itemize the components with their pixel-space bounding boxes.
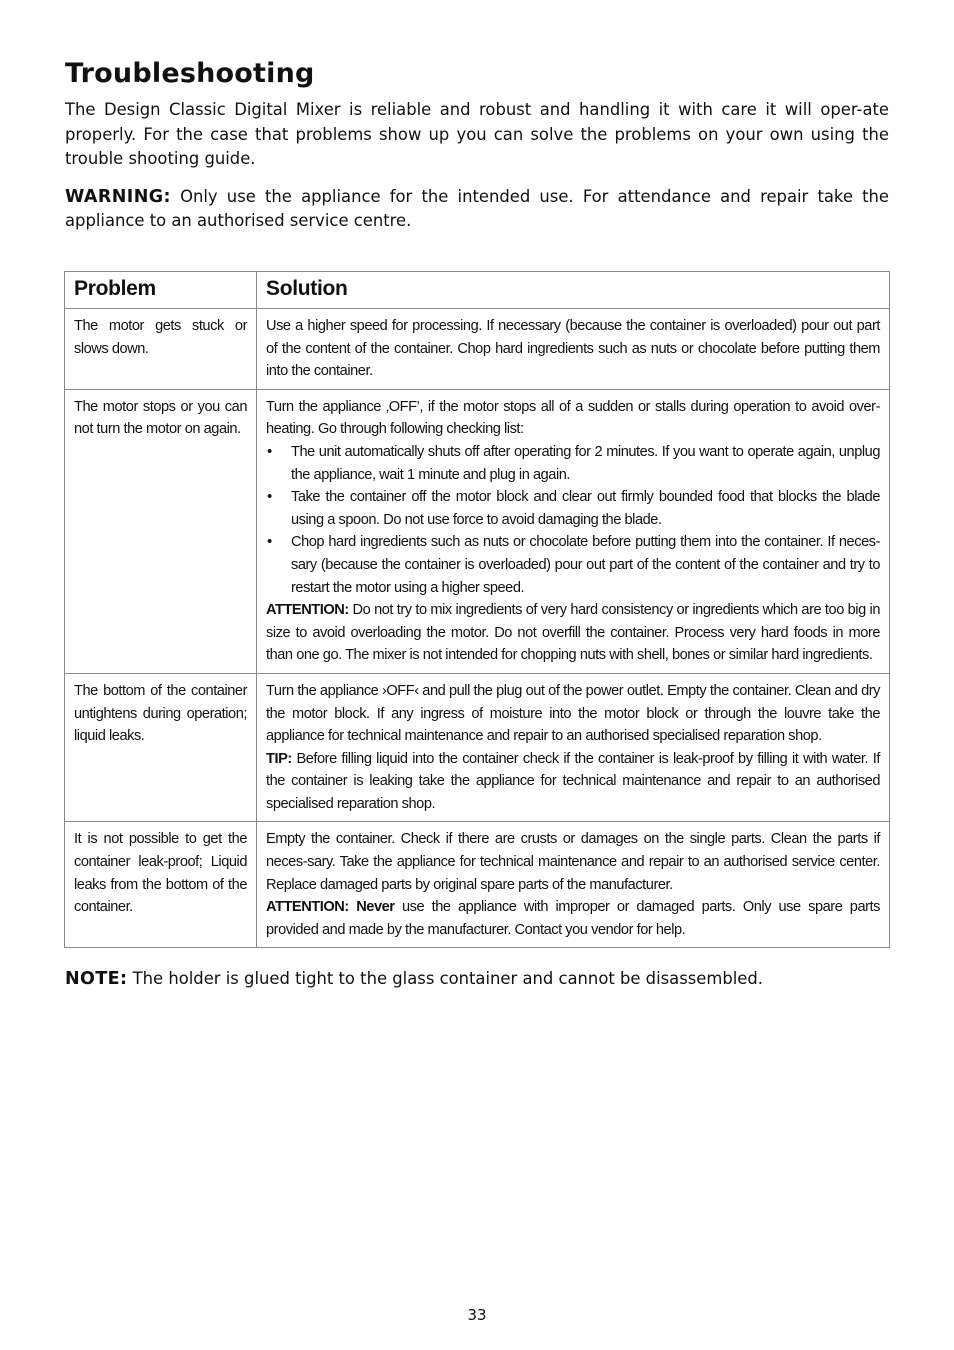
intro-paragraph: The Design Classic Digital Mixer is reliable and robust and handling it with care it will oper-ate properly. For the case that problems show up you can solve the problems on your own using the trouble shooting guide. <box>65 100 889 168</box>
solution-cell <box>257 822 890 948</box>
problem-cell: It is not possible to get the container leak-proof; Liquid leaks from the bottom of the container. <box>65 822 257 948</box>
attention-note <box>266 896 880 941</box>
warning-paragraph <box>65 185 889 234</box>
solution-text: Turn the appliance ‚OFF’, if the motor stops all of a sudden or stalls during operation to avoid over-heating. Go through following checking list: <box>266 398 880 438</box>
tip-note <box>266 748 880 816</box>
solution-text: Empty the container. Check if there are crusts or damages on the single parts. Clean the parts if neces-sary. Take the appliance for technical maintenance and repair to an authorised service center. Replace damaged parts by original spare parts of the manufacturer. <box>266 831 880 893</box>
solution-cell <box>257 389 890 673</box>
page-number: 33 <box>467 1306 487 1324</box>
tip-label: TIP: <box>266 750 292 767</box>
note-paragraph <box>65 966 889 992</box>
attention-note <box>266 599 880 667</box>
troubleshooting-table <box>64 271 890 948</box>
header-problem: Problem <box>65 272 257 309</box>
page-title: Troubleshooting <box>65 58 315 89</box>
warning-label: WARNING: <box>65 186 171 207</box>
note-text: The holder is glued tight to the glass container and cannot be disassembled. <box>132 969 764 988</box>
checklist-item: • The unit automatically shuts off after operating for 2 minutes. If you want to operate again, unplug the appliance, wait 1 minute and plug in again. <box>266 441 880 486</box>
table-row <box>65 389 890 673</box>
solution-cell <box>257 309 890 390</box>
table-row <box>65 309 890 390</box>
problem-cell: The motor stops or you can not turn the motor on again. <box>65 389 257 673</box>
checklist <box>266 441 880 599</box>
attention-label: ATTENTION: Never <box>266 899 395 916</box>
table-row <box>65 673 890 822</box>
warning-text: Only use the appliance for the intended use. For attendance and repair take the appliance to an authorised service centre. <box>65 186 889 230</box>
attention-text: use the appliance with improper or damaged parts. Only use spare parts provided and made by the manufacturer. Contact you vendor for help. <box>266 899 881 938</box>
page-content <box>65 58 889 234</box>
note-label: NOTE: <box>65 969 128 989</box>
attention-text: Do not try to mix ingredients of very hard consistency or ingredients which are too big in size to avoid overloading the motor. Do not overfill the container. Process very hard foods in more than one go. The mixer is not intended for chopping nuts with shell, bones or similar hard ingredients. <box>266 602 880 664</box>
checklist-item: • Take the container off the motor block and clear out firmly bounded food that blocks the blade using a spoon. Do not use force to avoid damaging the blade. <box>266 486 880 531</box>
header-solution: Solution <box>257 272 890 309</box>
tip-text: Before filling liquid into the container check if the container is leak-proof by filling it with water. If the container is leaking take the appliance for technical maintenance and repair to an authorised specialised reparation shop. <box>266 750 880 812</box>
problem-cell: The motor gets stuck or slows down. <box>65 309 257 390</box>
attention-label: ATTENTION: <box>266 602 349 619</box>
solution-cell <box>257 673 890 822</box>
solution-text: Use a higher speed for processing. If necessary (because the container is overloaded) pour out part of the content of the container. Chop hard ingredients such as nuts or chocolate before putting them into the container. <box>266 318 880 380</box>
solution-text: Turn the appliance ›OFF‹ and pull the plug out of the power outlet. Empty the container. Clean and dry the motor block. If any ingress of moisture into the motor block or through the louvre take the appliance for technical maintenance and repair to an authorised specialised reparation shop. <box>266 682 880 745</box>
problem-cell: The bottom of the container untightens during operation; liquid leaks. <box>65 673 257 822</box>
table-header-row <box>65 272 890 309</box>
checklist-item: • Chop hard ingredients such as nuts or chocolate before putting them into the container. If neces-sary (because the container is overloaded) pour out part of the content of the container and try to restart the motor using a higher speed. <box>266 531 880 599</box>
table-row <box>65 822 890 948</box>
